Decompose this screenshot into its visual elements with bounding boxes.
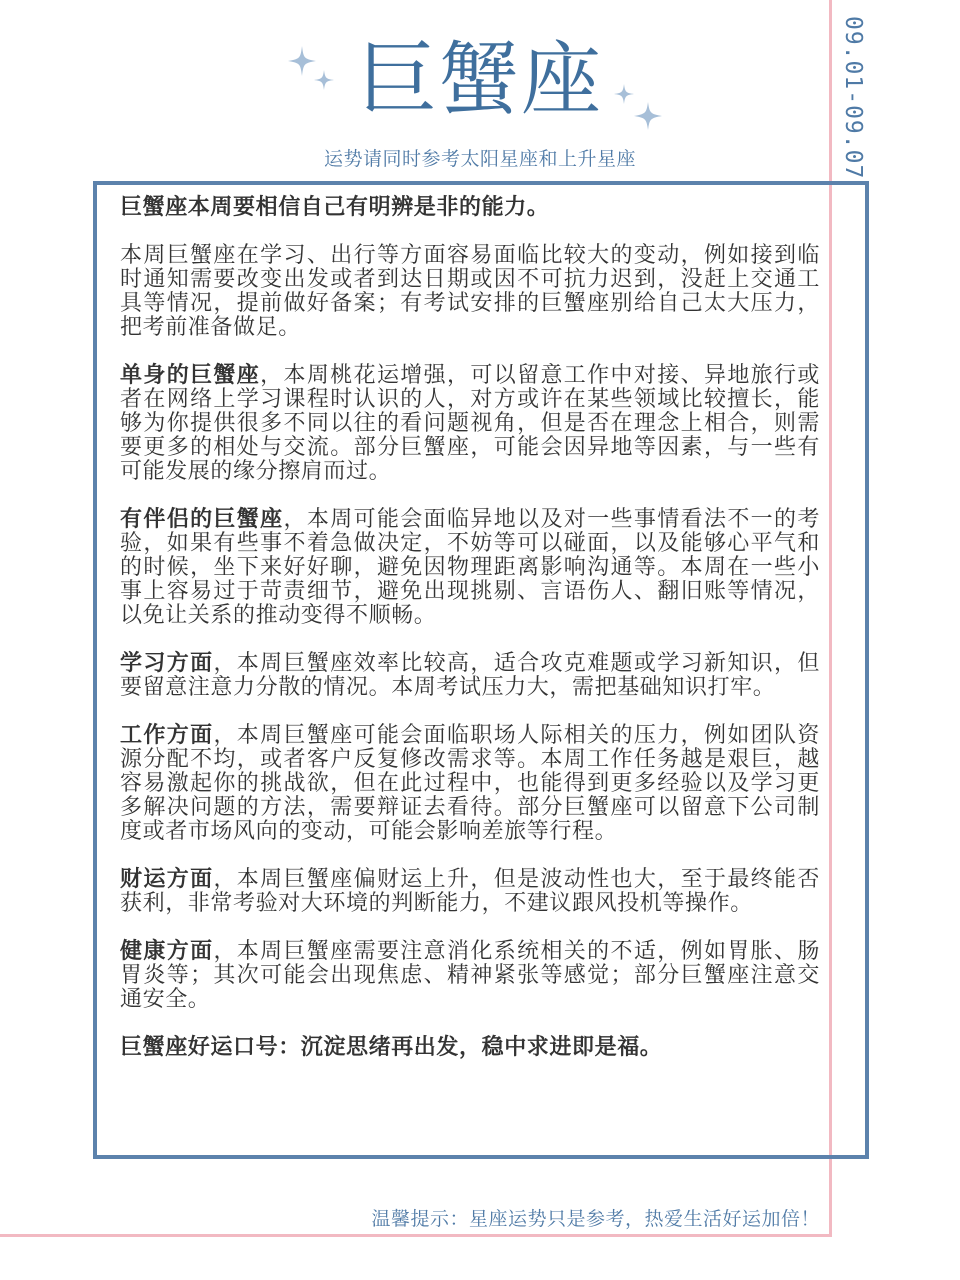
section-text: ，本周桃花运增强，可以留意工作中对接、异地旅行或者在网络上学习课程时认识的人，对方或许在某些领域比较擅长，能够为你提供很多不同以往的看问题视角，但是否在理念上相合，则需要更多的相处与交流。部分巨蟹座，可能会因异地等因素，与一些有可能发展的缘分擦肩而过。 — [120, 363, 820, 484]
horoscope-content — [120, 196, 820, 1084]
section-text: ，本周巨蟹座偏财运上升，但是波动性也大，至于最终能否获利，非常考验对大环境的判断能力，不建议跟风投机等操作。 — [120, 867, 820, 916]
section-heading: 有伴侣的巨蟹座 — [120, 507, 284, 532]
section-work — [120, 724, 820, 844]
section-text: ，本周可能会面临异地以及对一些事情看法不一的考验，如果有些事不着急做决定，不妨等可以碰面，以及能够心平气和的时候，坐下来好好聊，避免因物理距离影响沟通等。本周在一些小事上容易过于苛责细节，避免出现挑剔、言语伤人、翻旧账等情况，以免让关系的推动变得不顺畅。 — [120, 507, 820, 628]
closing-slogan: 巨蟹座好运口号：沉淀思绪再出发，稳中求进即是福。 — [120, 1035, 663, 1060]
section-wealth — [120, 868, 820, 916]
sparkle-icon — [612, 82, 668, 138]
section-text: ，本周巨蟹座效率比较高，适合攻克难题或学习新知识，但要留意注意力分散的情况。本周考试压力大，需把基础知识打牢。 — [120, 651, 820, 700]
section-study — [120, 652, 820, 700]
section-text: ，本周巨蟹座可能会面临职场人际相关的压力，例如团队资源分配不均，或者客户反复修改需求等。本周工作任务越是艰巨，越容易激起你的挑战欲，但在此过程中，也能得到更多经验以及学习更多解决问题的方法，需要辩证去看待。部分巨蟹座可以留意下公司制度或者市场风向的变动，可能会影响差旅等行程。 — [120, 723, 820, 844]
date-range: 09.01-09.07 — [840, 16, 866, 180]
section-heading: 单身的巨蟹座 — [120, 363, 261, 388]
section-heading: 财运方面 — [120, 867, 214, 892]
section-text: ，本周巨蟹座需要注意消化系统相关的不适，例如胃胀、肠胃炎等；其次可能会出现焦虑、精神紧张等感觉；部分巨蟹座注意交通安全。 — [120, 939, 820, 1012]
page-title: 巨蟹座 — [357, 33, 603, 126]
section-single — [120, 364, 820, 484]
subtitle: 运势请同时参考太阳星座和上升星座 — [323, 148, 636, 170]
footer-tip: 温馨提示：星座运势只是参考，热爱生活好运加倍！ — [371, 1208, 820, 1230]
pink-frame-horizontal — [0, 1234, 832, 1237]
section-heading: 健康方面 — [120, 939, 214, 964]
section-heading: 学习方面 — [120, 651, 214, 676]
section-partnered — [120, 508, 820, 628]
section-heading: 工作方面 — [120, 723, 214, 748]
lead-sentence: 巨蟹座本周要相信自己有明辨是非的能力。 — [120, 195, 550, 220]
section-health — [120, 940, 820, 1012]
intro-paragraph: 本周巨蟹座在学习、出行等方面容易面临比较大的变动，例如接到临时通知需要改变出发或者到达日期或因不可抗力迟到，没赶上交通工具等情况，提前做好备案；有考试安排的巨蟹座别给自己太大压力，把考前准备做足。 — [120, 243, 820, 340]
sparkle-icon — [284, 42, 344, 102]
